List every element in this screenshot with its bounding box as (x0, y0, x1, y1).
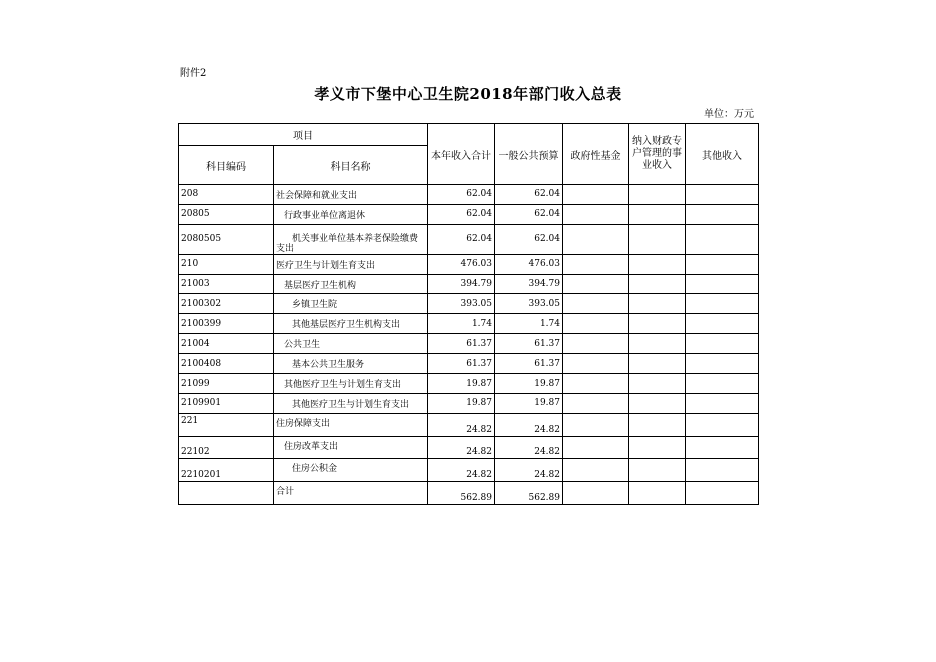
table-row: 221 住房保障支出 24.82 24.82 (179, 413, 759, 436)
header-total: 本年收入合计 (428, 124, 495, 185)
unit-label: 单位：万元 (704, 109, 754, 120)
table-row: 20805 行政事业单位离退休 62.04 62.04 (179, 204, 759, 224)
header-general-budget: 一般公共预算 (495, 124, 563, 185)
header-other-income: 其他收入 (686, 124, 759, 185)
table-row: 208 社会保障和就业支出 62.04 62.04 (179, 185, 759, 205)
table-row: 22102 住房改革支出 24.82 24.82 (179, 436, 759, 459)
header-item: 项目 (179, 124, 428, 146)
total-label: 合计 (274, 482, 428, 505)
table-row: 21099 其他医疗卫生与计划生育支出 19.87 19.87 (179, 374, 759, 394)
table-row: 2100408 基本公共卫生服务 61.37 61.37 (179, 354, 759, 374)
table-row: 2100302 乡镇卫生院 393.05 393.05 (179, 294, 759, 314)
total-general: 562.89 (495, 482, 563, 505)
header-special-account: 纳入财政专户管理的事业收入 (629, 124, 686, 185)
header-name: 科目名称 (274, 146, 428, 185)
table-row: 2080505 机关事业单位基本养老保险缴费支出 62.04 62.04 (179, 224, 759, 254)
table-row: 2210201 住房公积金 24.82 24.82 (179, 459, 759, 482)
table-row: 210 医疗卫生与计划生育支出 476.03 476.03 (179, 254, 759, 274)
header-government-fund: 政府性基金 (563, 124, 629, 185)
page-title: 孝义市下堡中心卫生院2018年部门收入总表 (314, 85, 622, 103)
total-amount: 562.89 (428, 482, 495, 505)
income-summary-table (178, 123, 759, 505)
table-row: 21004 公共卫生 61.37 61.37 (179, 334, 759, 354)
table-row: 2100399 其他基层医疗卫生机构支出 1.74 1.74 (179, 314, 759, 334)
total-row (179, 482, 759, 505)
attachment-label: 附件2 (180, 68, 207, 79)
table-row: 2109901 其他医疗卫生与计划生育支出 19.87 19.87 (179, 394, 759, 414)
header-code: 科目编码 (179, 146, 274, 185)
table-row: 21003 基层医疗卫生机构 394.79 394.79 (179, 274, 759, 294)
